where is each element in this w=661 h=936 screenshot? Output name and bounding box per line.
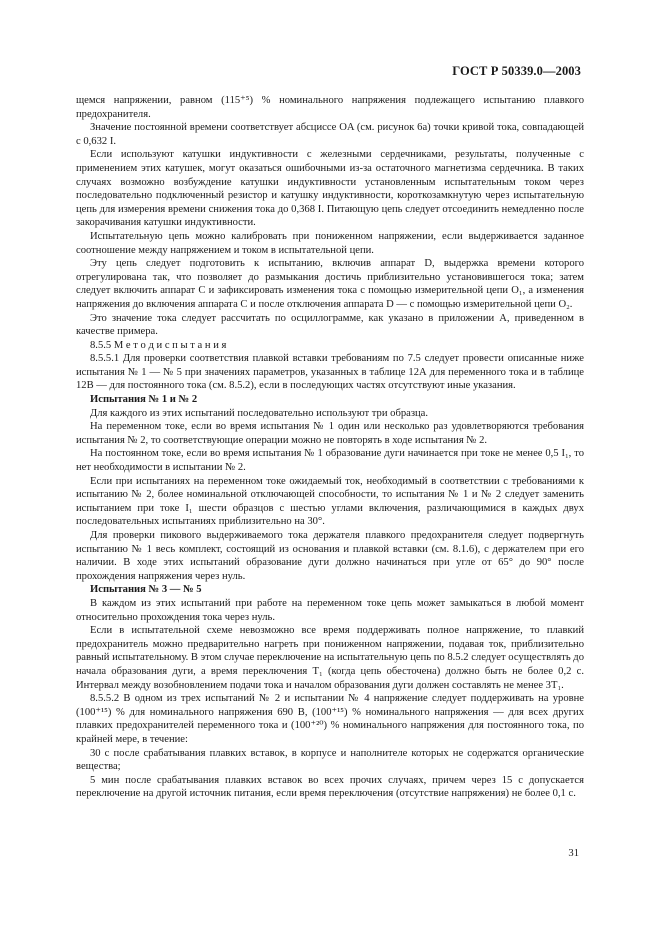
paragraph: Испытательную цепь можно калибровать при пониженном напряжении, если выдерживается заданное соотношение между напряжением и током в испытательной цепи.	[76, 230, 584, 256]
standard-header: ГОСТ Р 50339.0—2003	[452, 64, 581, 78]
paragraph: Если в испытательной схеме невозможно все время поддерживать полное напряжение, то плавкий предохранитель можно предварительно нагреть при пониженном напряжении, подавая ток, приблизительно равный испытательному. В этом случае переключение на испытательную цепь по 8.5.2 следует осуществлять до начала образования дуги, а время переключения T₁ (когда цепь обесточена) должно быть не более 0,2 с. Интервал между возобновлением подачи тока и началом образования дуги должен составлять не менее 3T₁.	[76, 625, 584, 691]
paragraph: 8.5.5.2 В одном из трех испытаний № 2 и испытании № 4 напряжение следует поддерживать на уровне (100⁺¹⁵) % для номинального напряжения 690 В, (100⁺¹⁵) % номинального напряжения — для всех других плавких предохранителей переменного тока и (100⁺²⁰) % номинального напряжения для постоянного тока, по крайней мере, в течение:	[76, 693, 584, 745]
paragraph: 5 мин после срабатывания плавких вставок во всех прочих случаях, причем через 15 с допускается переключение на другой источник питания, если время переключения (отсутствие напряжения) не более 0,1 с.	[76, 774, 584, 800]
paragraph: Для проверки пикового выдерживаемого тока держателя плавкого предохранителя следует подвергнуть испытанию № 1 весь комплект, состоящий из основания и плавкой вставки (см. 8.1.6), с держателем при его наличии. В ходе этих испытаний образование дуги должно начинаться при угле от 65° до 90° после прохождения напряжения через нуль.	[76, 530, 584, 582]
document-body	[76, 94, 584, 801]
paragraph: Значение постоянной времени соответствует абсциссе OA (см. рисунок 6а) точки кривой тока, совпадающей с 0,632 I.	[76, 122, 584, 147]
page-number: 31	[568, 848, 579, 859]
paragraph: В каждом из этих испытаний при работе на переменном токе цепь может замыкаться в любой момент относительно прохождения тока через нуль.	[76, 597, 584, 623]
paragraph: Эту цепь следует подготовить к испытанию, включив аппарат D, выдержка времени которого отрегулирована так, что позволяет до размыкания достичь приблизительно установившегося тока; затем следует включить аппарат C и зафиксировать изменения тока с помощью измерительной цепи O₁, а изменения напряжения до включения аппарата C и после отключения аппарата D — с помощью измерительной цепи O₂.	[76, 258, 584, 310]
section-heading: Испытания № 1 и № 2	[90, 394, 198, 406]
paragraph: щемся напряжении, равном (115⁺⁵) % номинального напряжения подлежащего испытанию плавкого предохранителя.	[76, 95, 584, 120]
paragraph: 30 с после срабатывания плавких вставок, в корпусе и наполнителе которых не содержатся органические вещества;	[76, 747, 584, 773]
paragraph: На переменном токе, если во время испытания № 1 один или несколько раз удовлетворяются требования испытания № 2, то соответствующие операции можно не повторять в ходе испытания № 2.	[76, 421, 584, 446]
paragraph: На постоянном токе, если во время испытания № 1 образование дуги начинается при токе не менее 0,5 I₁, то нет необходимости в испытании № 2.	[76, 448, 584, 474]
paragraph: Если используют катушки индуктивности с железными сердечниками, результаты, полученные с применением этих катушек, могут оказаться ошибочными из-за остаточного магнетизма сердечника. В таких случаях возможно возбуждение катушки индуктивности установленным испытательным током через последовательно подключенный резистор и катушку индуктивности, короткозамкнутую через испытательную цепь для измерения времени снижения тока до 0,368 I. Питающую цепь следует отсоединить немедленно после закорачивания катушки индуктивности.	[76, 149, 584, 229]
paragraph: Это значение тока следует рассчитать по осциллограмме, как указано в приложении А, приведенном в качестве примера.	[76, 312, 584, 338]
paragraph: 8.5.5 М е т о д и с п ы т а н и я	[90, 339, 227, 351]
paragraph: Если при испытаниях на переменном токе ожидаемый ток, необходимый в соответствии с требованиями к испытанию № 2, более номинальной отключающей способности, то испытания № 1 и № 2 следует заменить испытанием при токе I₁ шести образцов с шестью углами включения, различающимися в каждых двух последовательных испытаниях приблизительно на 30°.	[76, 475, 584, 528]
paragraph: 8.5.5.1 Для проверки соответствия плавкой вставки требованиям по 7.5 следует провести описанные ниже испытания № 1 — № 5 при значениях параметров, указанных в таблице 12А для переменного тока и в таблице 12В — для постоянного тока (см. 8.5.2), если в последующих частях отсутствуют иные указания.	[76, 353, 584, 392]
section-heading: Испытания № 3 — № 5	[90, 584, 202, 596]
paragraph: Для каждого из этих испытаний последовательно используют три образца.	[90, 407, 429, 419]
